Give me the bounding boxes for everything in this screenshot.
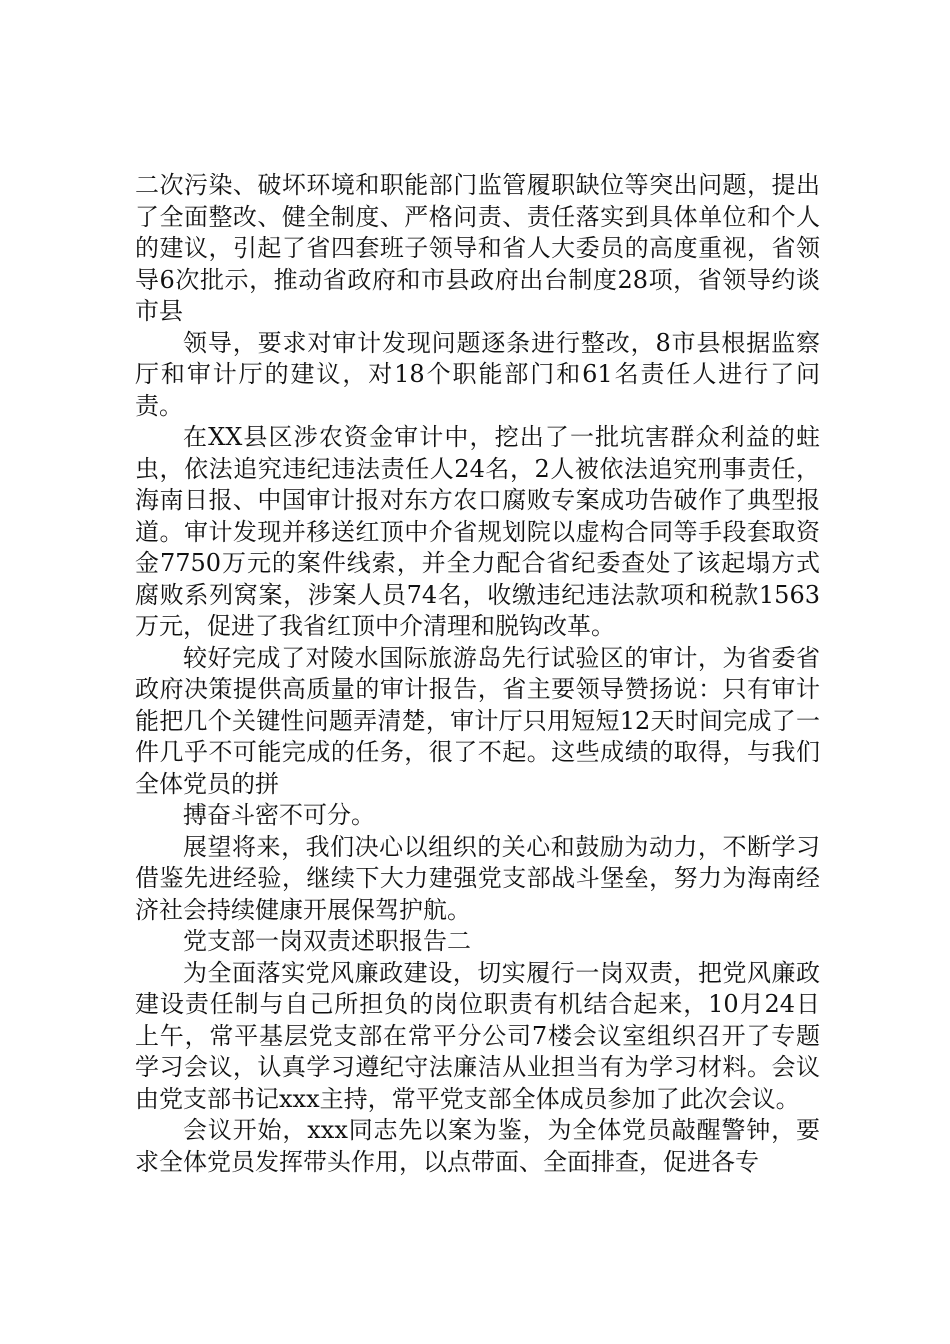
paragraph-5: 搏奋斗密不可分。 (183, 801, 375, 829)
paragraph-4: 较好完成了对陵水国际旅游岛先行试验区的审计，为省委省政府决策提供高质量的审计报告，省主要领导赞扬说：只有审计能把几个关键性问题弄清楚，审计厅只用短短12天时间完成了一件几乎不可能完成的任务，很了不起。这些成绩的取得，与我们全体党员的拼 (135, 643, 820, 798)
paragraph-7: 为全面落实党风廉政建设，切实履行一岗双责，把党风廉政建设责任制与自己所担负的岗位职责有机结合起来，10月24日上午，常平基层党支部在常平分公司7楼会议室组织召开了专题学习会议，认真学习遵纪守法廉洁从业担当有为学习材料。会议由党支部书记xxx主持，常平党支部全体成员参加了此次会议。 (135, 958, 820, 1113)
paragraph-1: 二次污染、破坏环境和职能部门监管履职缺位等突出问题，提出了全面整改、健全制度、严格问责、责任落实到具体单位和个人的建议，引起了省四套班子领导和省人大委员的高度重视，省领导6次批示，推动省政府和市县政府出台制度28项，省领导约谈市县 (135, 171, 820, 325)
paragraph-3: 在XX县区涉农资金审计中，挖出了一批坑害群众利益的蛀虫，依法追究违纪违法责任人24名，2人被依法追究刑事责任，海南日报、中国审计报对东方农口腐败专案成功告破作了典型报道。审计发现并移送红顶中介省规划院以虚构合同等手段套取资金7750万元的案件线索，并全力配合省纪委查处了该起塌方式腐败系列窝案，涉案人员74名，收缴违纪违法款项和税款1563万元，促进了我省红顶中介清理和脱钩改革。 (135, 423, 820, 640)
section-heading: 党支部一岗双责述职报告二 (183, 927, 471, 955)
paragraph-2: 领导，要求对审计发现问题逐条进行整改，8市县根据监察厅和审计厅的建议，对18个职能部门和61名责任人进行了问责。 (135, 328, 820, 420)
paragraph-8: 会议开始，xxx同志先以案为鉴，为全体党员敲醒警钟，要求全体党员发挥带头作用，以点带面、全面排查，促进各专 (135, 1116, 820, 1176)
paragraph-6: 展望将来，我们决心以组织的关心和鼓励为动力，不断学习借鉴先进经验，继续下大力建强党支部战斗堡垒，努力为海南经济社会持续健康开展保驾护航。 (135, 832, 820, 924)
document-body (135, 170, 820, 1178)
